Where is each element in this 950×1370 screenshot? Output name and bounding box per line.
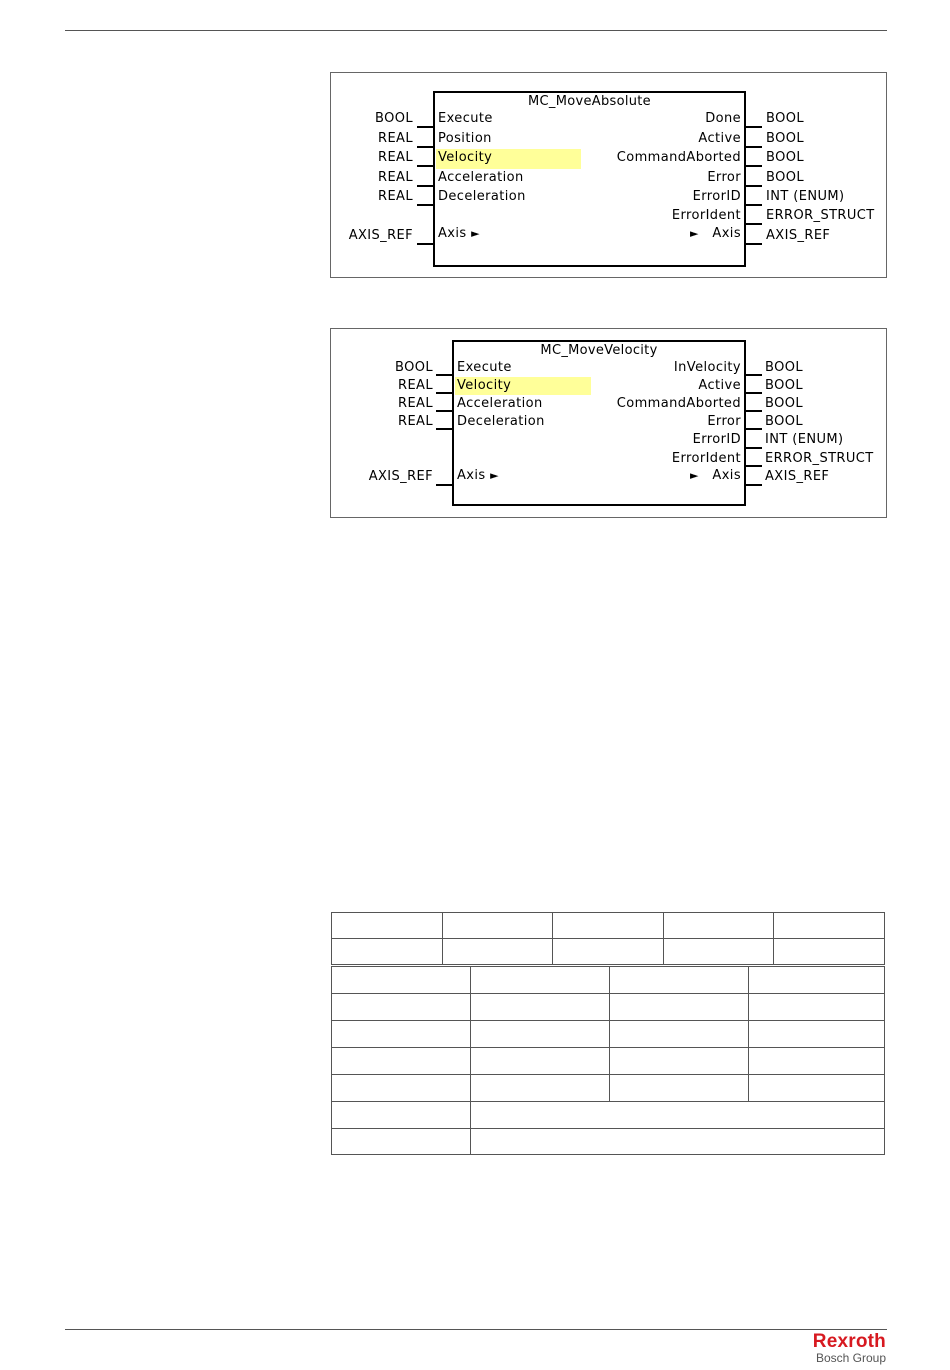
output-connector <box>746 428 762 430</box>
table-row <box>332 1129 885 1155</box>
output-connector <box>746 392 762 394</box>
triangle-right-icon: ► <box>471 227 480 240</box>
output-type-axis: AXIS_REF <box>766 228 831 243</box>
input-type-acceleration: REAL <box>398 396 433 411</box>
input-name-acceleration: Acceleration <box>438 170 524 185</box>
table-row <box>332 939 885 965</box>
output-name-errorid: ErrorID <box>692 189 741 204</box>
axis-label: Axis <box>712 468 741 483</box>
empty-table-top <box>331 912 885 965</box>
input-name-position: Position <box>438 131 492 146</box>
table-cell <box>610 967 749 994</box>
input-name-velocity: Velocity <box>438 150 493 165</box>
table-cell <box>332 1048 471 1075</box>
table-cell <box>332 1021 471 1048</box>
table-row <box>332 994 885 1021</box>
table-cell <box>471 1102 885 1129</box>
output-type-active: BOOL <box>766 131 804 146</box>
output-type-done: BOOL <box>766 111 804 126</box>
output-connector <box>746 447 762 449</box>
output-name-errorident: ErrorIdent <box>671 451 741 466</box>
input-name-axis <box>457 468 499 484</box>
table-cell <box>471 967 610 994</box>
table-cell <box>774 939 885 965</box>
output-type-errorid: INT (ENUM) <box>766 189 845 204</box>
table-row <box>332 1075 885 1102</box>
output-name-axis <box>690 226 741 242</box>
input-connector <box>417 204 433 206</box>
input-connector <box>436 392 452 394</box>
table-cell <box>553 913 664 939</box>
output-name-commandaborted: CommandAborted <box>616 150 741 165</box>
output-type-errorident: ERROR_STRUCT <box>765 451 874 466</box>
table-cell <box>749 994 885 1021</box>
output-type-axis: AXIS_REF <box>765 469 830 484</box>
output-name-invelocity: InVelocity <box>673 360 741 375</box>
triangle-right-icon: ► <box>490 469 499 482</box>
table-cell <box>332 913 443 939</box>
output-name-done: Done <box>705 111 741 126</box>
table-cell <box>663 939 774 965</box>
output-connector <box>746 204 762 206</box>
input-name-acceleration: Acceleration <box>457 396 543 411</box>
input-connector <box>417 126 433 128</box>
table-cell <box>332 939 443 965</box>
input-connector <box>417 165 433 167</box>
input-type-execute: BOOL <box>375 111 413 126</box>
table-cell <box>749 1048 885 1075</box>
logo-subtitle: Bosch Group <box>815 1351 886 1365</box>
output-type-errorident: ERROR_STRUCT <box>766 208 875 223</box>
output-name-error: Error <box>707 170 741 185</box>
table-cell <box>471 1075 610 1102</box>
input-name-deceleration: Deceleration <box>438 189 526 204</box>
triangle-right-icon: ► <box>689 469 699 482</box>
output-name-errorid: ErrorID <box>692 432 741 447</box>
output-type-invelocity: BOOL <box>765 360 803 375</box>
output-type-error: BOOL <box>765 414 803 429</box>
axis-label: Axis <box>712 226 741 241</box>
table-row <box>332 1102 885 1129</box>
input-connector <box>436 410 452 412</box>
input-connector <box>417 146 433 148</box>
input-connector <box>436 484 452 486</box>
axis-label: Axis <box>457 468 486 483</box>
table-row <box>332 913 885 939</box>
table-cell <box>332 994 471 1021</box>
table-cell <box>774 913 885 939</box>
output-type-error: BOOL <box>766 170 804 185</box>
input-connector <box>417 185 433 187</box>
table-cell <box>553 939 664 965</box>
output-connector <box>746 126 762 128</box>
output-name-axis <box>690 468 741 484</box>
output-type-commandaborted: BOOL <box>765 396 803 411</box>
output-connector <box>746 243 762 245</box>
output-connector <box>746 374 762 376</box>
output-connector <box>746 484 762 486</box>
table-cell <box>442 939 553 965</box>
input-type-position: REAL <box>378 131 413 146</box>
input-type-deceleration: REAL <box>378 189 413 204</box>
triangle-right-icon: ► <box>689 227 699 240</box>
table-cell <box>663 913 774 939</box>
function-block-title: MC_MoveAbsolute <box>528 94 651 109</box>
input-type-acceleration: REAL <box>378 170 413 185</box>
input-name-deceleration: Deceleration <box>457 414 545 429</box>
output-name-errorident: ErrorIdent <box>671 208 741 223</box>
input-type-axis: AXIS_REF <box>368 469 433 484</box>
table-cell <box>749 967 885 994</box>
input-type-execute: BOOL <box>395 360 433 375</box>
output-type-active: BOOL <box>765 378 803 393</box>
table-cell <box>749 1075 885 1102</box>
output-connector <box>746 465 762 467</box>
table-cell <box>610 994 749 1021</box>
table-row <box>332 1021 885 1048</box>
table-cell <box>442 913 553 939</box>
table-cell <box>332 1102 471 1129</box>
function-block-title: MC_MoveVelocity <box>540 343 658 358</box>
header-rule <box>65 30 887 31</box>
input-name-execute: Execute <box>438 111 493 126</box>
output-type-errorid: INT (ENUM) <box>765 432 844 447</box>
input-type-velocity: REAL <box>398 378 433 393</box>
table-cell <box>471 994 610 1021</box>
table-row <box>332 1048 885 1075</box>
table-cell <box>610 1075 749 1102</box>
output-connector <box>746 223 762 225</box>
table-cell <box>471 1048 610 1075</box>
output-connector <box>746 165 762 167</box>
table-cell <box>332 967 471 994</box>
output-name-commandaborted: CommandAborted <box>616 396 741 411</box>
input-name-execute: Execute <box>457 360 512 375</box>
input-connector <box>436 428 452 430</box>
input-type-deceleration: REAL <box>398 414 433 429</box>
output-name-active: Active <box>698 378 741 393</box>
table-cell <box>471 1021 610 1048</box>
table-cell <box>610 1021 749 1048</box>
input-type-axis: AXIS_REF <box>348 228 413 243</box>
table-cell <box>332 1075 471 1102</box>
input-name-axis <box>438 226 480 242</box>
output-name-active: Active <box>698 131 741 146</box>
table-cell <box>749 1021 885 1048</box>
footer-rule <box>65 1329 887 1330</box>
output-type-commandaborted: BOOL <box>766 150 804 165</box>
output-connector <box>746 185 762 187</box>
output-connector <box>746 146 762 148</box>
table-cell <box>332 1129 471 1155</box>
output-connector <box>746 410 762 412</box>
table-cell <box>471 1129 885 1155</box>
axis-label: Axis <box>438 226 467 241</box>
input-name-velocity: Velocity <box>457 378 512 393</box>
table-row <box>332 967 885 994</box>
input-connector <box>417 243 433 245</box>
logo-wordmark: Rexroth <box>812 1331 886 1352</box>
table-cell <box>610 1048 749 1075</box>
empty-table-bottom <box>331 966 885 1155</box>
output-name-error: Error <box>707 414 741 429</box>
input-connector <box>436 374 452 376</box>
input-type-velocity: REAL <box>378 150 413 165</box>
rexroth-logo <box>813 1332 886 1365</box>
